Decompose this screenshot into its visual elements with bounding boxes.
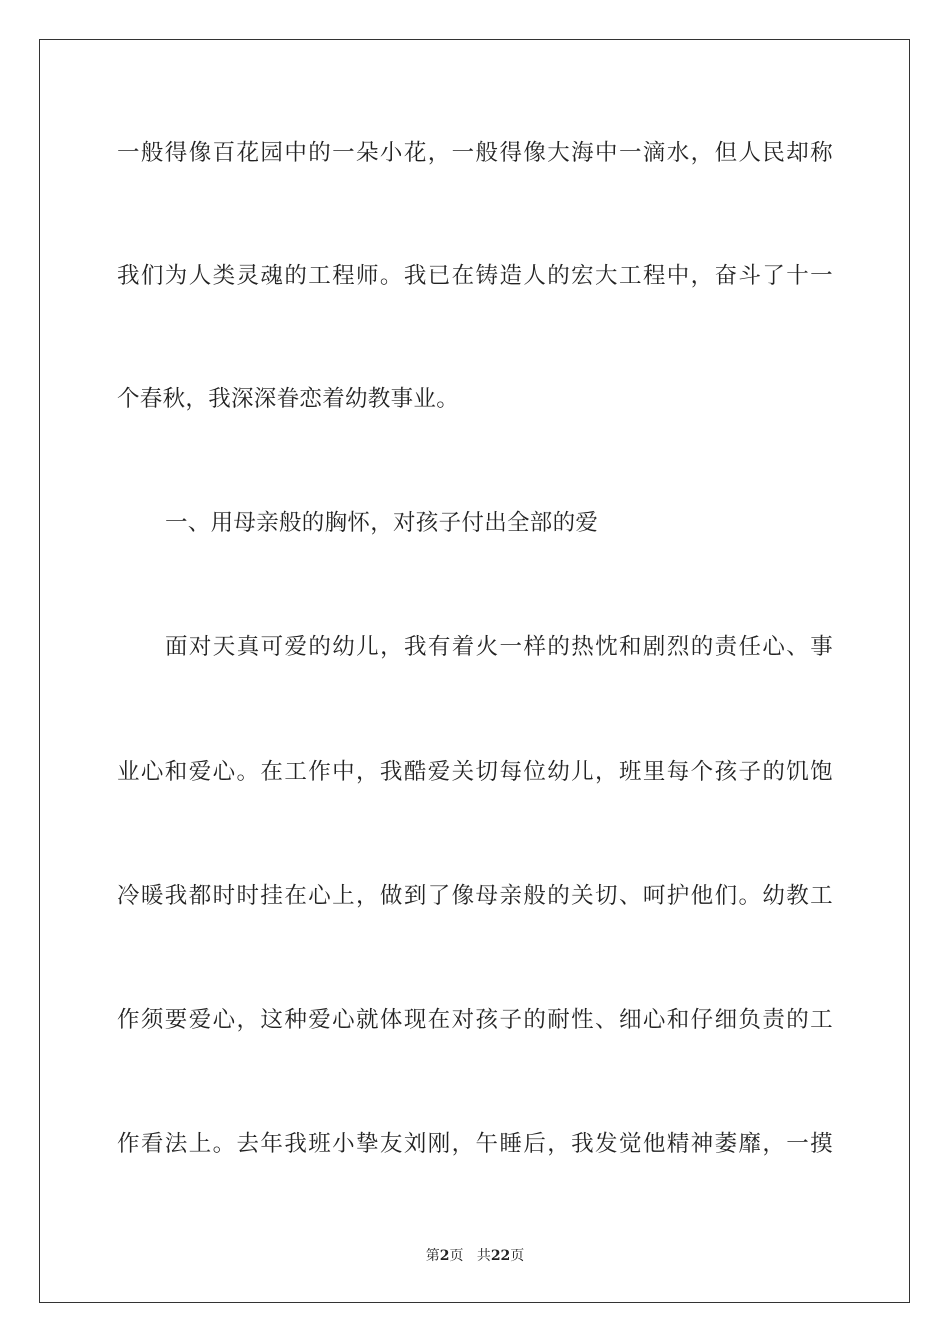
page-label-suffix: 页 — [449, 1248, 464, 1264]
text-line-3: 个春秋，我深深眷恋着幼教事业。 — [117, 386, 460, 412]
text-line-7: 冷暖我都时时挂在心上，做到了像母亲般的关切、呵护他们。幼教工 — [117, 883, 833, 909]
text-line-9: 作看法上。去年我班小挚友刘刚，午睡后，我发觉他精神萎靡，一摸 — [117, 1131, 833, 1157]
page-border — [39, 39, 910, 1303]
total-label-prefix: 共 — [476, 1248, 491, 1264]
page-number: 2 — [439, 1248, 450, 1264]
page-footer — [0, 1246, 950, 1266]
text-line-6: 业心和爱心。在工作中，我酷爱关切每位幼儿，班里每个孩子的饥饱 — [117, 759, 833, 785]
text-line-8: 作须要爱心，这种爱心就体现在对孩子的耐性、细心和仔细负责的工 — [117, 1007, 833, 1033]
total-pages: 22 — [490, 1248, 511, 1264]
page-label-prefix: 第 — [425, 1248, 440, 1264]
text-line-1: 一般得像百花园中的一朵小花，一般得像大海中一滴水，但人民却称 — [117, 140, 833, 166]
total-label-suffix: 页 — [510, 1248, 525, 1264]
text-line-2: 我们为人类灵魂的工程师。我已在铸造人的宏大工程中，奋斗了十一 — [117, 263, 833, 289]
section-heading: 一、用母亲般的胸怀，对孩子付出全部的爱 — [165, 510, 599, 536]
text-line-5: 面对天真可爱的幼儿，我有着火一样的热忱和剧烈的责任心、事 — [165, 634, 833, 660]
